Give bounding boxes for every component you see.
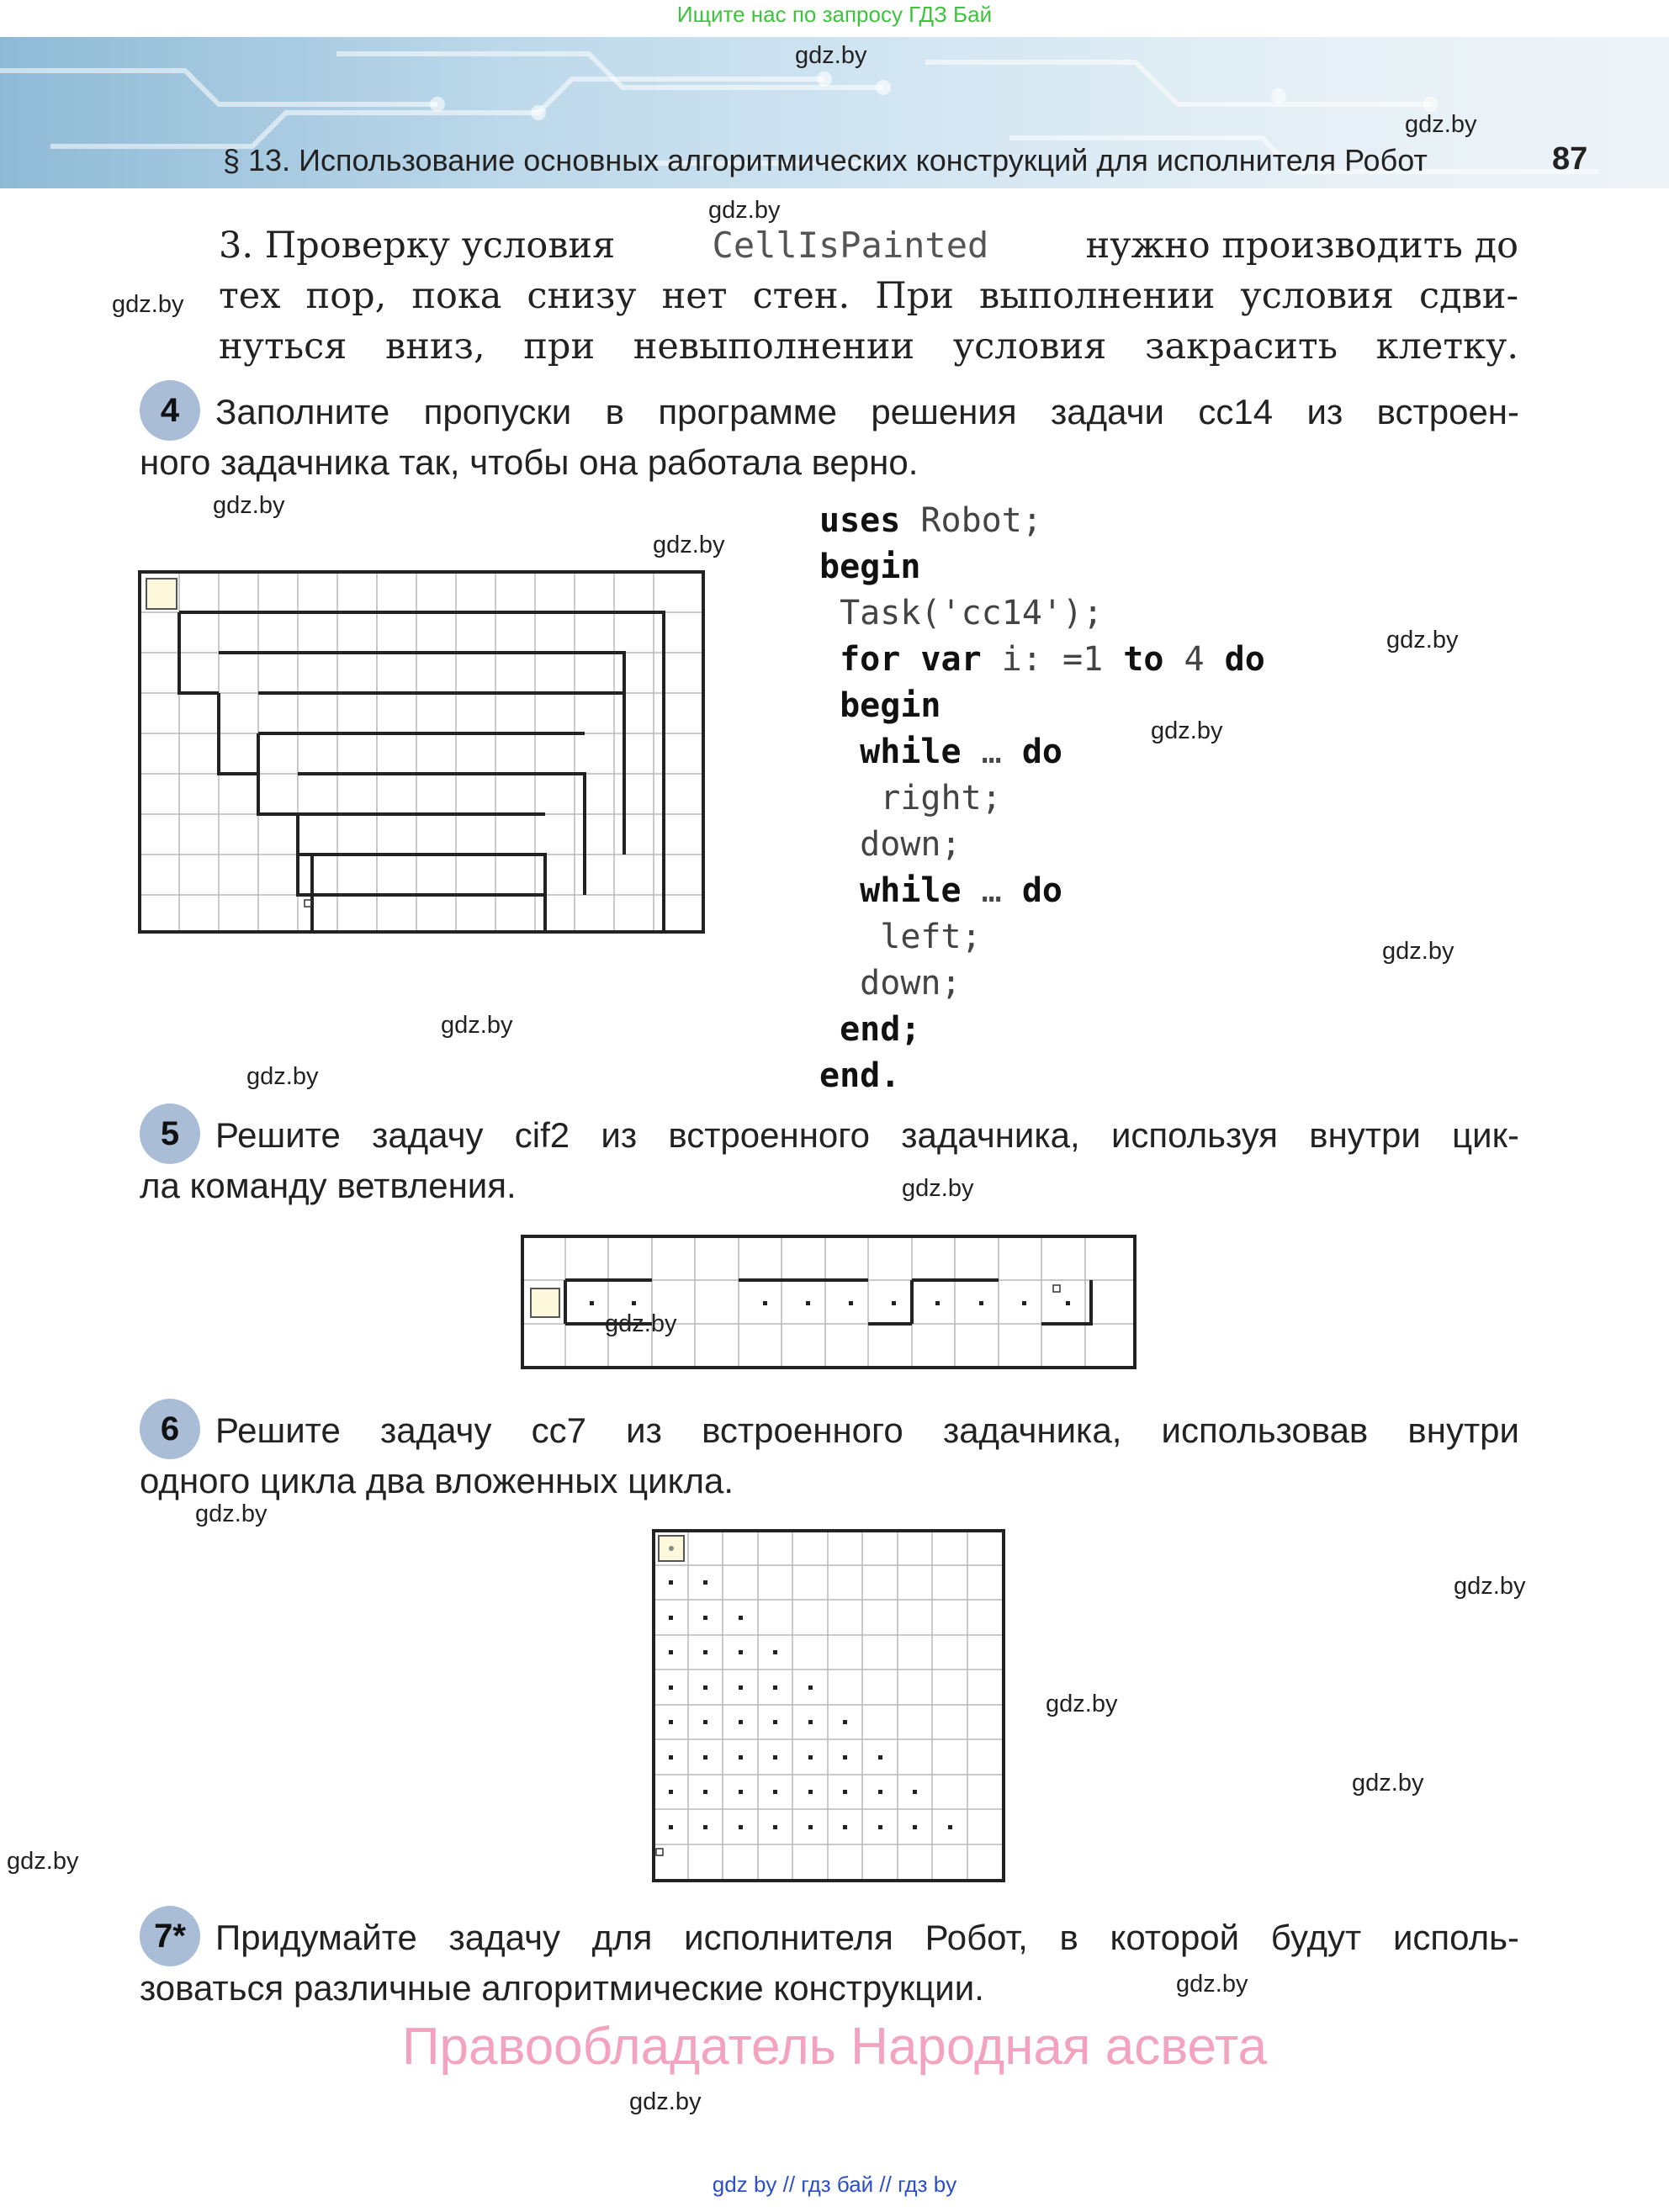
condition-name: CellIsPainted [712,225,989,266]
robot-start-cell [146,579,177,609]
watermark: gdz.by [629,2088,702,2115]
page-number: 87 [1552,141,1588,177]
task-4-line2: ного задачника так, чтобы она работала верно. [140,442,919,482]
watermark: gdz.by [795,42,867,69]
watermark: gdz.by [112,291,184,318]
robot-start-cell [531,1289,559,1317]
code-line [819,544,1265,590]
code-text: down; [819,825,962,864]
robot-finish-marker [656,1849,663,1855]
code-keyword: do [1021,871,1062,910]
task-number-badge: 5 [140,1103,200,1164]
robot-field-cif2 [521,1235,1138,1371]
step-line3: нуться вниз, при невыполнении условия закрасить клетку. [219,325,1518,368]
code-line [819,683,1265,729]
robot-field-cc14 [138,570,707,935]
watermark: gdz.by [1352,1770,1424,1797]
code-line [819,498,1265,544]
task-4-line1: Заполните пропуски в программе решения задачи cc14 из встроен- [215,392,1519,431]
code-text: right; [819,779,1002,818]
watermark: gdz.by [213,492,285,519]
code-line [819,637,1265,683]
step-line1-rest: нужно производить до [1085,225,1518,267]
code-text: 4 [1163,640,1225,679]
code-line [819,775,1265,822]
code-listing [819,498,1265,1099]
robot-finish-marker [1053,1285,1060,1292]
watermark: gdz.by [1151,717,1223,744]
robot-field-cc7 [652,1529,1007,1884]
step-line2: тех пор, пока снизу нет стен. При выполнении условия сдви- [219,275,1518,317]
code-line [819,914,1265,960]
code-keyword: while [819,733,962,771]
footer-links: gdz by // гдз бай // гдз by [712,2172,957,2197]
watermark: gdz.by [902,1175,974,1202]
code-text: Robot; [900,501,1042,540]
code-line [819,590,1265,637]
watermark: gdz.by [246,1063,319,1090]
task-number-badge: 4 [140,380,200,441]
step-prefix: 3. Проверку условия [219,225,616,267]
task-7-line1: Придумайте задачу для исполнителя Робот, в которой будут исполь- [215,1918,1519,1957]
task-6-line2: одного цикла два вложенных цикла. [140,1461,734,1500]
code-line [819,1007,1265,1053]
code-line [819,729,1265,775]
code-keyword: do [1224,640,1265,679]
rights-holder-notice: Правообладатель Народная асвета [401,2018,1268,2076]
code-keyword: for var [819,640,982,679]
code-line [819,960,1265,1007]
task-number-badge: 7* [140,1906,200,1966]
code-keyword: end; [819,1010,921,1049]
task-5-line1: Решите задачу cif2 из встроенного задачника, используя внутри цик- [215,1115,1519,1155]
code-line [819,822,1265,868]
code-keyword: uses [819,501,901,540]
watermark: gdz.by [441,1012,513,1039]
code-keyword: end. [819,1056,901,1095]
code-text: down; [819,964,962,1003]
watermark: gdz.by [708,197,781,224]
task-6-line1: Решите задачу cc7 из встроенного задачника, использовав внутри [215,1410,1519,1450]
code-keyword: begin [819,548,921,586]
code-text: … [961,871,1022,910]
watermark: gdz.by [195,1500,268,1527]
task-7-line2: зоваться различные алгоритмические конструкции. [140,1968,984,2008]
code-line [819,1053,1265,1099]
watermark: gdz.by [1386,627,1459,654]
code-text: left; [819,918,982,956]
task-number-badge: 6 [140,1399,200,1459]
watermark: gdz.by [1405,111,1477,138]
code-text: … [961,733,1022,771]
watermark: gdz.by [1454,1573,1526,1600]
section-title: § 13. Использование основных алгоритмических конструкций для исполнителя Робот [223,143,1428,177]
paragraph-step-3 [219,220,1518,372]
code-text: i: =1 [981,640,1124,679]
code-line [819,868,1265,914]
watermark: gdz.by [1176,1971,1248,1998]
watermark: gdz.by [605,1310,677,1337]
code-keyword: do [1021,733,1062,771]
task-5-line2: ла команду ветвления. [140,1166,517,1205]
code-keyword: while [819,871,962,910]
code-keyword: to [1123,640,1164,679]
watermark: gdz.by [1382,938,1454,965]
watermark: gdz.by [1046,1691,1118,1717]
watermark: gdz.by [7,1848,79,1875]
code-keyword: begin [819,686,941,725]
top-search-note: Ищите нас по запросу ГДЗ Бай [676,2,993,27]
watermark: gdz.by [653,532,725,558]
robot-finish-marker [305,900,311,907]
code-text: Task('cc14'); [819,594,1104,632]
